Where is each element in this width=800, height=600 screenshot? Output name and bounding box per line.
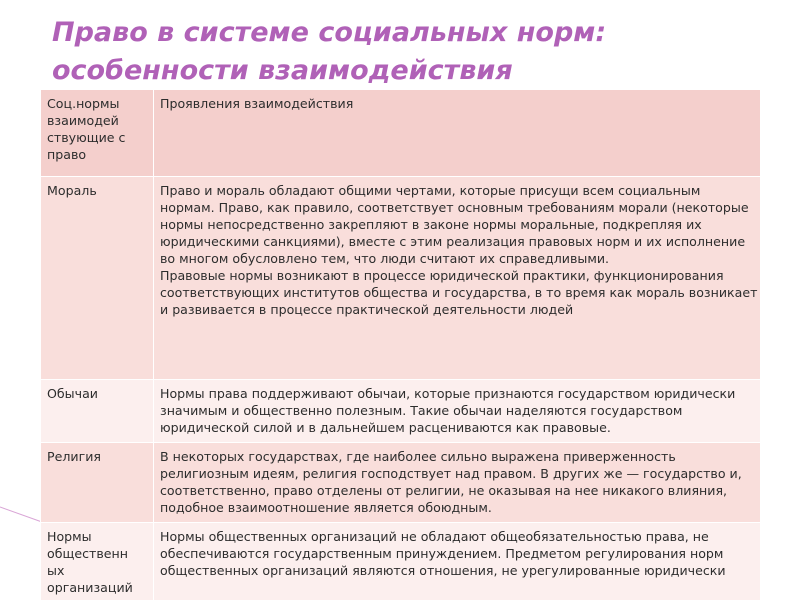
header-cell-manifestations: Проявления взаимодействия — [154, 90, 761, 177]
norm-cell: Обычаи — [41, 380, 154, 443]
table-row — [41, 443, 761, 523]
header-cell-norms: Соц.нормы взаимодей ствующие с право — [41, 90, 154, 177]
description-cell: Нормы права поддерживают обычаи, которые признаются государством юридически значимым и общественно полезным. Такие обычаи наделяются государством юридической силой и в дальнейшем расцениваются как правовые. — [154, 380, 761, 443]
description-cell: Право и мораль обладают общими чертами, которые присущи всем социальным нормам. Право, как правило, соответствует основным требованиям морали (некоторые нормы непосредственно закрепляют в законе нормы моральные, подкрепляя их юридическими санкциями), вместе с этим реализация правовых норм и их исполнение во многом обусловлено тем, что люди считают их справедливыми. Правовые нормы возникают в процессе юридической практики, функционирования соответствующих институтов общества и государства, в то время как мораль возникает и развивается в процессе практической деятельности людей — [154, 177, 761, 380]
norm-cell: Мораль — [41, 177, 154, 380]
description-cell: В некоторых государствах, где наиболее сильно выражена приверженность религиозным идеям, религия господствует над правом. В других же — государство и, соответственно, право отделены от религии, не оказывая на нее никакого влияния, подобное взаимоотношение является обоюдным. — [154, 443, 761, 523]
norm-cell: Религия — [41, 443, 154, 523]
description-cell: Нормы общественных организаций не обладают общеобязательностью права, не обеспечиваются государственным принуждением. Предметом регулирования норм общественных организаций являются отношения, не урегулированные юридически — [154, 523, 761, 600]
comparison-table-container — [40, 89, 760, 600]
table-header-row — [41, 90, 761, 177]
norm-cell: Нормы общественн ых организаций — [41, 523, 154, 600]
table-row — [41, 523, 761, 600]
comparison-table — [40, 89, 760, 600]
title-line-1: Право в системе социальных норм: — [52, 17, 607, 48]
title-line-2: особенности взаимодействия — [52, 55, 513, 86]
table-row — [41, 380, 761, 443]
slide-title — [52, 14, 782, 90]
table-row — [41, 177, 761, 380]
